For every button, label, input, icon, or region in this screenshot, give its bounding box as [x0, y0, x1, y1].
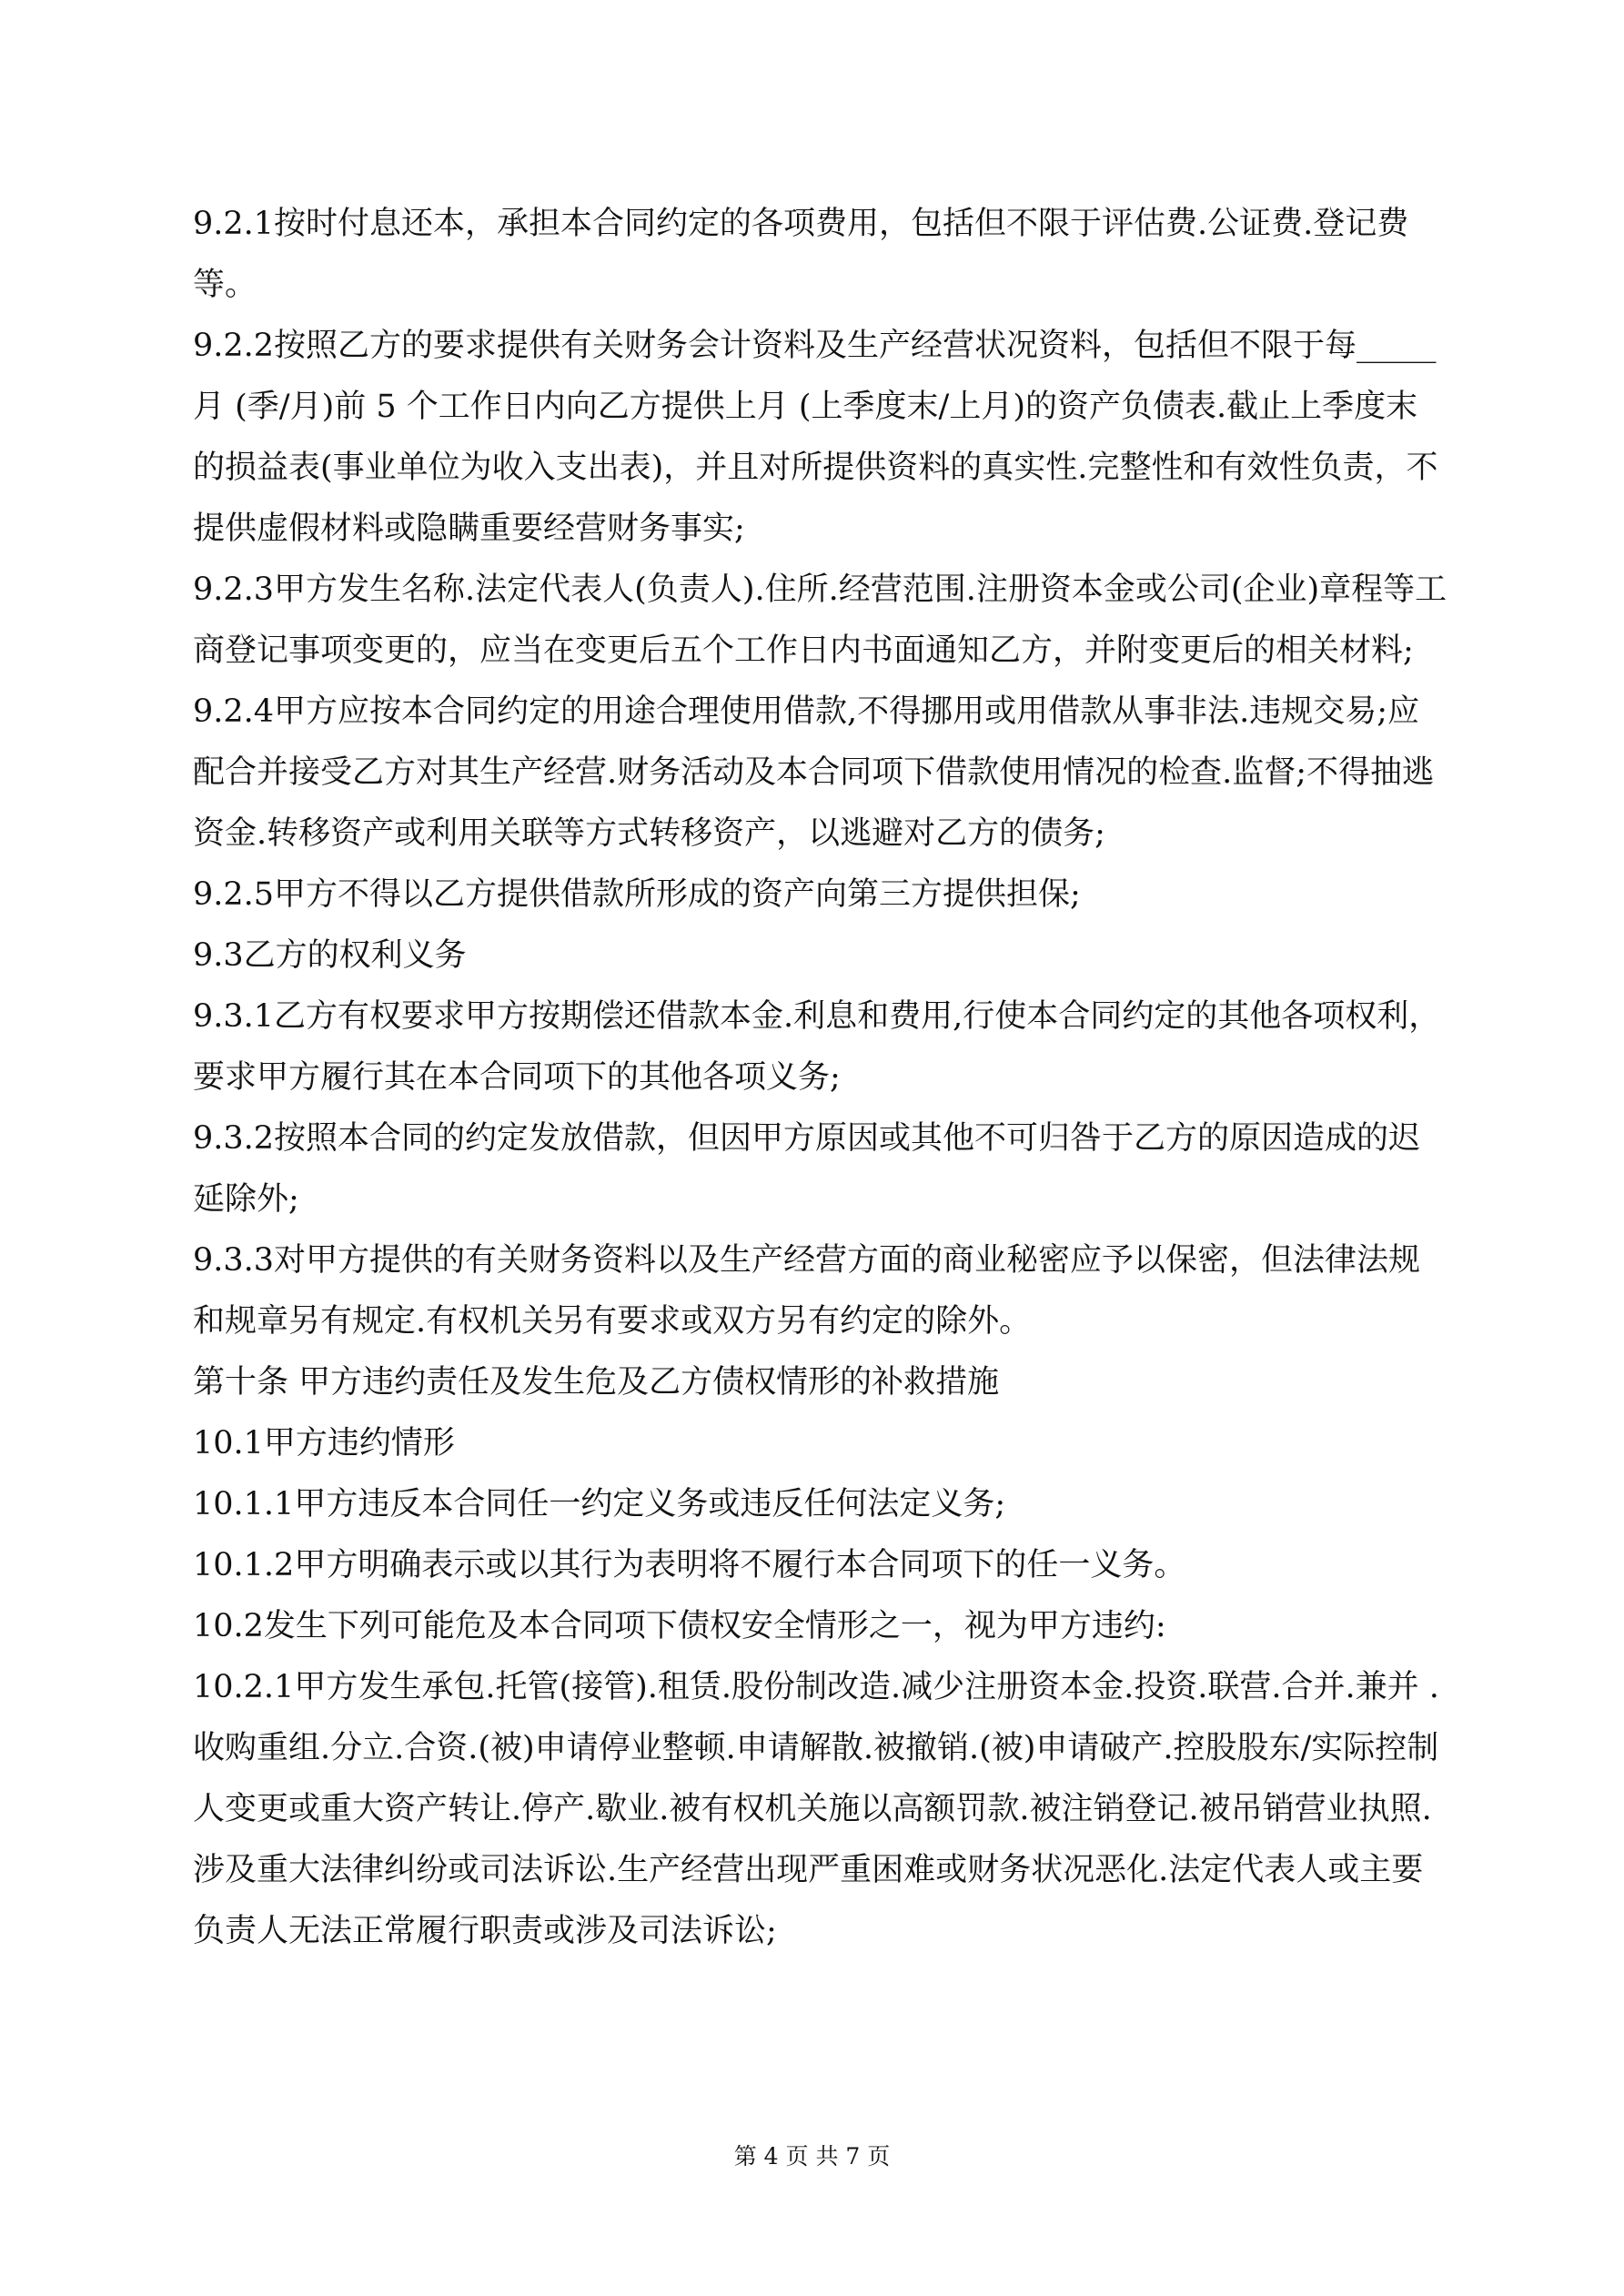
clause-9-2-1: 9.2.1按时付息还本，承担本合同约定的各项费用，包括但不限于评估费.公证费.登记费等。 — [193, 206, 1409, 303]
clause-9-2-4: 9.2.4甲方应按本合同约定的用途合理使用借款,不得挪用或用借款从事非法.违规交易;应配合并接受乙方对其生产经营.财务活动及本合同项下借款使用情况的检查.监督;不得抽逃资金.转移资产或利用关联等方式转移资产，以逃避对乙方的债务; — [193, 693, 1435, 852]
section-9-3-heading: 9.3乙方的权利义务 — [193, 937, 467, 974]
article-10-heading: 第十条 甲方违约责任及发生危及乙方债权情形的补救措施 — [193, 1364, 1000, 1401]
clause-10-1-2: 10.1.2甲方明确表示或以其行为表明将不履行本合同项下的任一义务。 — [193, 1547, 1186, 1583]
page-number-footer: 第 4 页 共 7 页 — [733, 2143, 891, 2170]
clause-10-1-1: 10.1.1甲方违反本合同任一约定义务或违反任何法定义务; — [193, 1486, 1006, 1522]
clause-9-2-2: 9.2.2按照乙方的要求提供有关财务会计资料及生产经营状况资料，包括但不限于每_____ 月 (季/月)前 5 个工作日内向乙方提供上月 (上季度末/上月)的资产负债表.截止上季度末的损益表(事业单位为收入支出表)，并且对所提供资料的真实性.完整性和有效性负责，不提供虚假材料或隐瞒重要经营财务事实; — [193, 328, 1438, 547]
clause-10-2-1: 10.2.1甲方发生承包.托管(接管).租赁.股份制改造.减少注册资本金.投资.联营.合并.兼并 .收购重组.分立.合资.(被)申请停业整顿.申请解散.被撤销.(被)申请破产.控股股东/实际控制人变更或重大资产转让.停产.歇业.被有权机关施以高额罚款.被注销登记.被吊销营业执照.涉及重大法律纠纷或司法诉讼.生产经营出现严重困难或财务状况恶化.法定代表人或主要负责人无法正常履行职责或涉及司法诉讼; — [193, 1669, 1439, 1949]
clause-9-3-2: 9.3.2按照本合同的约定发放借款，但因甲方原因或其他不可归咎于乙方的原因造成的迟延除外; — [193, 1120, 1421, 1218]
clause-9-2-3: 9.2.3甲方发生名称.法定代表人(负责人).住所.经营范围.注册资本金或公司(企业)章程等工商登记事项变更的，应当在变更后五个工作日内书面通知乙方，并附变更后的相关材料; — [193, 571, 1447, 669]
clause-9-2-5: 9.2.5甲方不得以乙方提供借款所形成的资产向第三方提供担保; — [193, 876, 1081, 913]
clause-9-3-3: 9.3.3对甲方提供的有关财务资料以及生产经营方面的商业秘密应予以保密，但法律法规和规章另有规定.有权机关另有要求或双方另有约定的除外。 — [193, 1242, 1421, 1340]
contract-body — [193, 194, 1448, 1962]
section-10-2-heading: 10.2发生下列可能危及本合同项下债权安全情形之一，视为甲方违约: — [193, 1608, 1166, 1644]
clause-9-3-1: 9.3.1乙方有权要求甲方按期偿还借款本金.利息和费用,行使本合同约定的其他各项权利，要求甲方履行其在本合同项下的其他各项义务; — [193, 998, 1441, 1096]
section-10-1-heading: 10.1甲方违约情形 — [193, 1425, 455, 1462]
